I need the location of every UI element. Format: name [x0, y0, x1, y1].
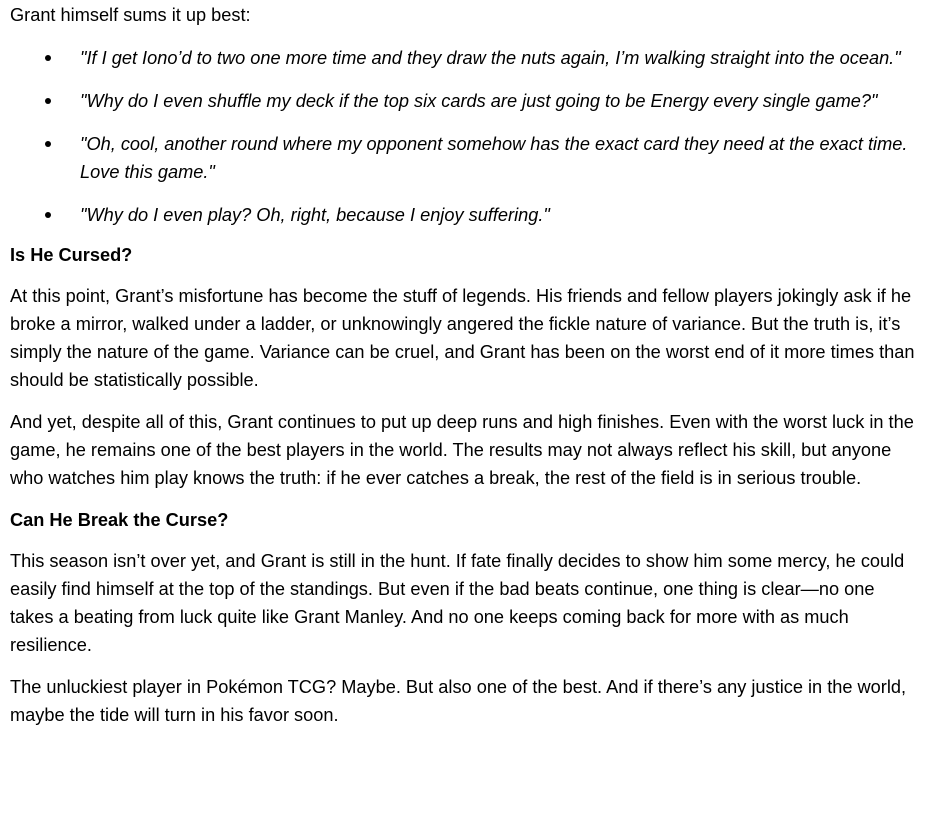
paragraph: This season isn’t over yet, and Grant is still in the hunt. If fate finally decides to show him some mercy, he could easily find himself at the top of the standings. But even if the bad beats continue, one thing is clear—no one takes a beating from luck quite like Grant Manley. And no one keeps coming back for more with as much resilience. [10, 551, 905, 655]
paragraph: The unluckiest player in Pokémon TCG? Maybe. But also one of the best. And if there’s any justice in the world, maybe the tide will turn in his favor soon. [10, 677, 907, 725]
quote-text: "Oh, cool, another round where my opponent somehow has the exact card they need at the exact time. Love this game." [80, 134, 908, 182]
list-item [10, 130, 920, 186]
quote-text: "Why do I even play? Oh, right, because I enjoy suffering." [80, 205, 550, 225]
section-heading-cursed: Is He Cursed? [10, 245, 133, 265]
list-item [10, 201, 920, 229]
quote-text: "If I get Iono’d to two one more time and they draw the nuts again, I’m walking straight into the ocean." [80, 48, 901, 68]
bullet-icon [45, 141, 51, 147]
paragraph: At this point, Grant’s misfortune has become the stuff of legends. His friends and fellow players jokingly ask if he broke a mirror, walked under a ladder, or unknowingly angered the fickle nature of variance. But the truth is, it’s simply the nature of the game. Variance can be cruel, and Grant has been on the worst end of it more times than should be statistically possible. [10, 286, 915, 390]
bullet-icon [45, 212, 51, 218]
section-heading-break-curse: Can He Break the Curse? [10, 510, 229, 530]
list-item [10, 44, 920, 72]
bullet-icon [45, 98, 51, 104]
intro-text: Grant himself sums it up best: [10, 5, 251, 25]
list-item [10, 87, 920, 115]
bullet-icon [45, 55, 51, 61]
quote-text: "Why do I even shuffle my deck if the top six cards are just going to be Energy every single game?" [80, 91, 878, 111]
paragraph: And yet, despite all of this, Grant continues to put up deep runs and high finishes. Even with the worst luck in the game, he remains one of the best players in the world. The results may not always reflect his skill, but anyone who watches him play knows the truth: if he ever catches a break, the rest of the field is in serious trouble. [10, 412, 914, 488]
quote-list [10, 44, 920, 229]
